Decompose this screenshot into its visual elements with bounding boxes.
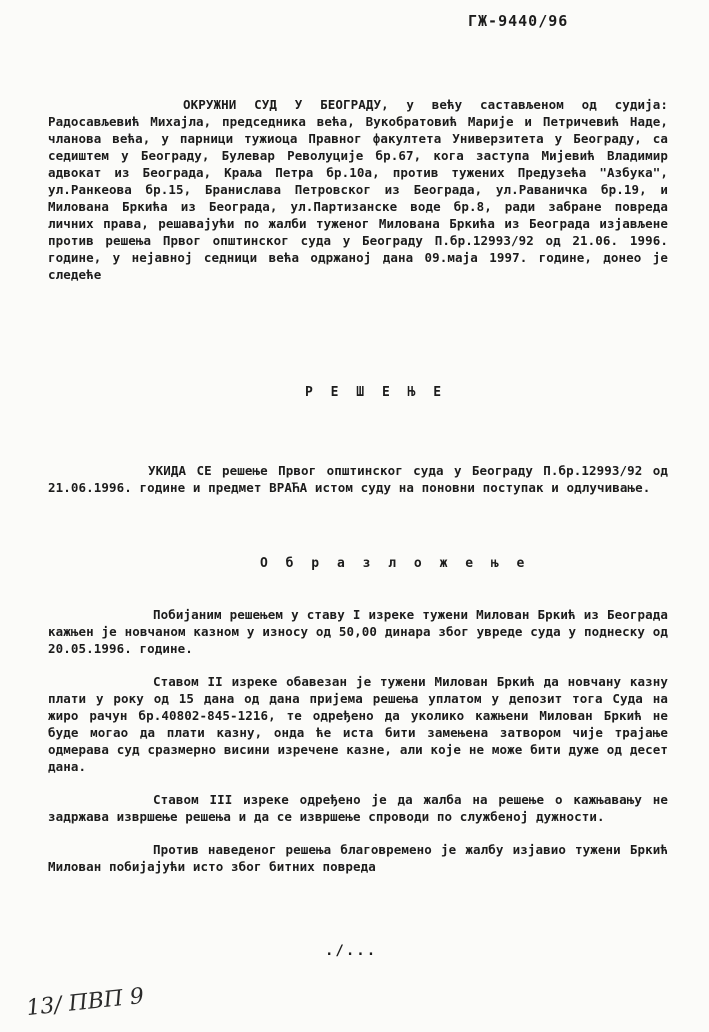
paragraph-lead: Против наведеног решења благовремено је жалбу	[153, 842, 504, 857]
reasoning-section	[48, 606, 668, 891]
reasoning-paragraph	[48, 791, 668, 825]
paragraph-lead: Ставом III изреке одређено је да жалба на решење	[153, 792, 545, 807]
paragraph-lead: Ставом II изреке обавезан је тужени Милован Бркић	[153, 674, 535, 689]
reasoning-paragraph	[48, 841, 668, 875]
paragraph-lead: Побијаним решењем у ставу I изреке тужени Милован	[153, 607, 530, 622]
reasoning-paragraph	[48, 606, 668, 657]
reasoning-heading: О б р а з л о ж е њ е	[260, 556, 530, 571]
ruling-text: П.бр.12993/92 од 21.06.1996. године и предмет ВРАЋА истом суду на поновни поступак и одлучивање.	[48, 463, 668, 495]
paragraph-text: Бркић из Београда кажњен је новчаном казном у износу од 50,00 динара због увреде суда у поднеску од 20.05.1996. године.	[48, 607, 668, 656]
intro-paragraph	[48, 96, 668, 283]
decision-heading: Р Е Ш Е Њ Е	[305, 385, 447, 400]
intro-lead: ОКРУЖНИ СУД У БЕОГРАДУ, у већу састављеном од	[183, 97, 597, 112]
handwritten-note	[20, 978, 170, 1022]
continued-mark: ./...	[325, 943, 378, 959]
handwritten-note-text: 13/ ПВП 9	[25, 983, 146, 1022]
ruling-lead: УКИДА СЕ решење Првог општинског суда у Београду	[148, 463, 533, 478]
paragraph-text: да новчану казну плати у року од 15 дана од дана пријема решења уплатом у депозит тога Суда на жиро рачун бр.40802-845-1216, те одређено да уколико кажњени Милован Бркић не буде могао да плати казну, онда ће иста бити замењена затвором чије трајање одмерава суд сразмерно висини изречене казне, али које не може бити дуже од десет дана.	[48, 674, 668, 774]
reasoning-paragraph	[48, 673, 668, 775]
intro-text: судија: Радосављевић Михајла, председника већа, Вукобратовић Марије и Петричевић Наде, чланова већа, у парници тужиоца Правног факултета Универзитета у Београду, са седиштем у Београду, Булевар Револуције бр.67, кога заступа Мијевић Владимир адвокат из Београда, Краља Петра бр.10а, против тужених Предузећа "Азбука", ул.Ранкеова бр.15, Бранислава Петровског из Београда, ул.Раваничка бр.19, и Милована Бркића из Београда, ул.Партизанске воде бр.8, ради забране повреда личних права, решавајући по жалби туженог Милована Бркића из Београда изјављене против решења Првог општинског суда у Београду П.бр.12993/92 од 21.06. 1996. године, у нејавној седници већа одржаној дана 09.маја 1997. године, донео је следеће	[48, 97, 668, 282]
paragraph-text: изјавио тужени Бркић Милован побијајући исто због битних повреда	[48, 842, 668, 874]
paragraph-text: о кажњавању не задржава извршење решења и да се извршење спроводи по службеној дужности.	[48, 792, 668, 824]
case-number: ГЖ-9440/96	[468, 12, 569, 30]
ruling-paragraph	[48, 462, 668, 496]
